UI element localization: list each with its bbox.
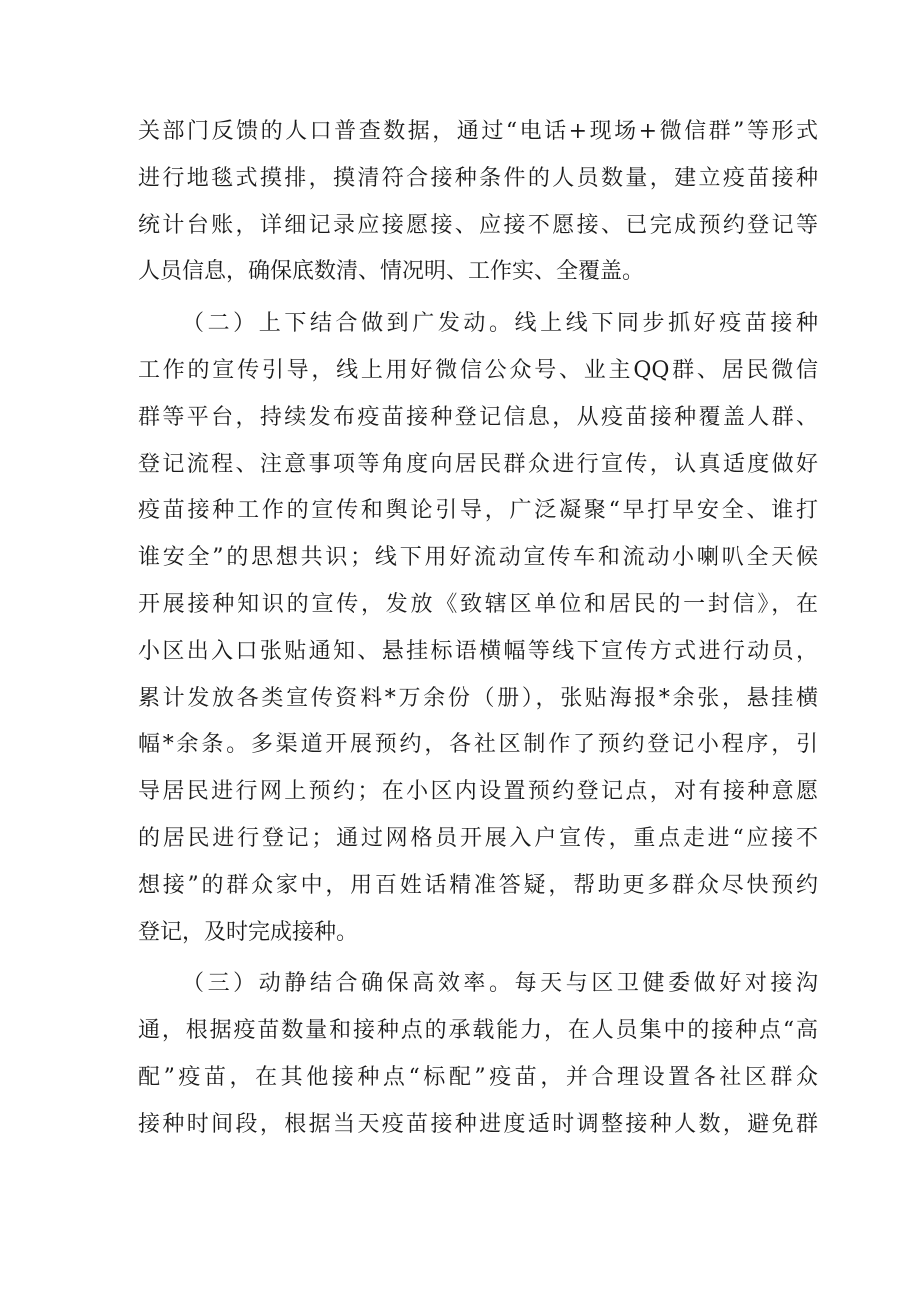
- text-line: 群等平台，持续发布疫苗接种登记信息，从疫苗接种覆盖人群、: [138, 404, 818, 430]
- text-line: 的居民进行登记；通过网格员开展入户宣传，重点走进“应接不: [138, 825, 818, 851]
- text-line: 疫苗接种工作的宣传和舆论引导，广泛凝聚“早打早安全、谁打: [138, 498, 818, 524]
- document-body: [138, 109, 818, 1149]
- section-heading-line: （二）上下结合做到广发动。线上线下同步抓好疫苗接种: [182, 311, 818, 337]
- text-line: 幅*余条。多渠道开展预约，各社区制作了预约登记小程序，引: [138, 732, 818, 758]
- paragraph-mobilization: [138, 301, 818, 956]
- text-line: 统计台账，详细记录应接愿接、应接不愿接、已完成预约登记等: [138, 212, 818, 238]
- text-line: 工作的宣传引导，线上用好微信公众号、业主QQ群、居民微信: [138, 357, 818, 383]
- paragraph-efficiency: [138, 961, 818, 1148]
- section-heading-line: （三）动静结合确保高效率。每天与区卫健委做好对接沟: [182, 971, 818, 997]
- text-line: 关部门反馈的人口普查数据，通过“电话+现场+微信群”等形式: [138, 119, 818, 144]
- text-line: 登记流程、注意事项等角度向居民群众进行宣传，认真适度做好: [138, 451, 818, 477]
- text-line: 登记，及时完成接种。: [138, 919, 359, 945]
- text-line: 小区出入口张贴通知、悬挂标语横幅等线下宣传方式进行动员，: [138, 638, 818, 664]
- text-line: 接种时间段，根据当天疫苗接种进度适时调整接种人数，避免群: [138, 1111, 818, 1137]
- text-line: 谁安全”的思想共识；线下用好流动宣传车和流动小喇叭全天候: [138, 545, 818, 571]
- text-line: 开展接种知识的宣传，发放《致辖区单位和居民的一封信》，在: [138, 591, 818, 617]
- text-line: 想接”的群众家中，用百姓话精准答疑，帮助更多群众尽快预约: [138, 872, 818, 898]
- text-line: 人员信息，确保底数清、情况明、工作实、全覆盖。: [138, 259, 645, 285]
- text-line: 配”疫苗，在其他接种点“标配”疫苗，并合理设置各社区群众: [138, 1064, 818, 1090]
- paragraph-population-survey: [138, 109, 818, 296]
- text-line: 累计发放各类宣传资料*万余份（册），张贴海报*余张，悬挂横: [138, 685, 818, 711]
- text-line: 导居民进行网上预约；在小区内设置预约登记点，对有接种意愿: [138, 779, 818, 805]
- text-line: 通，根据疫苗数量和接种点的承载能力，在人员集中的接种点“高: [138, 1018, 818, 1044]
- text-line: 进行地毯式摸排，摸清符合接种条件的人员数量，建立疫苗接种: [138, 165, 818, 191]
